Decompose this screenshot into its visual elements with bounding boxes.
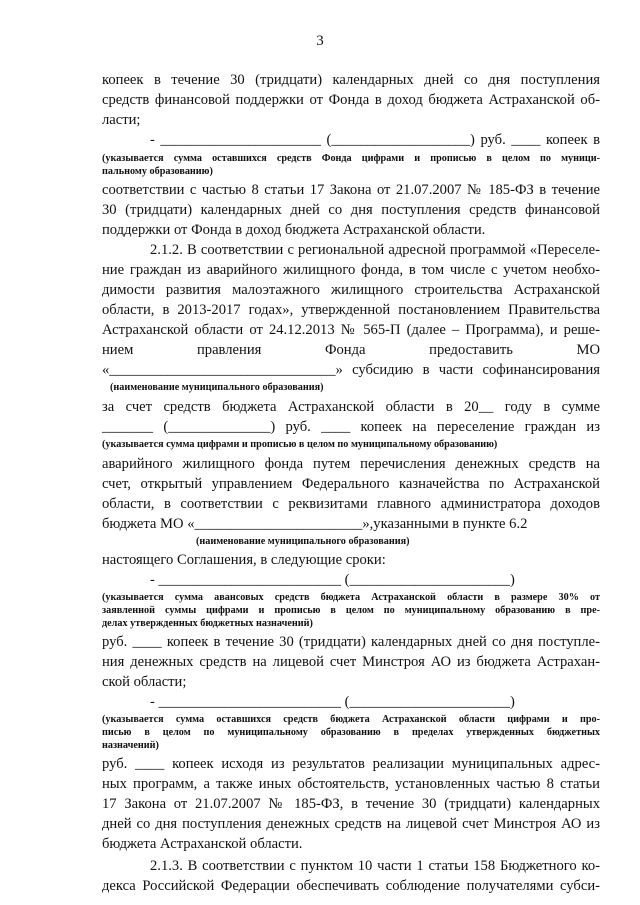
text-line: за счет средств бюджета Астраханской области в 20__ году в сумме — [102, 399, 600, 415]
note-line: назначений) — [102, 740, 159, 751]
page-number: 3 — [316, 33, 324, 49]
text-line: 2.1.2. В соответствии с региональной адресной программой «Переселе- — [150, 242, 600, 258]
text-line: 30 (тридцати) календарных дней со дня поступления средств финансовой — [102, 202, 600, 218]
text-line: поддержки от Фонда в доход бюджета Астраханской области. — [102, 222, 486, 238]
text-line: - _________________________ (______________________) — [150, 572, 515, 588]
note-line: (указывается сумма оставшихся средств бюджета Астраханской области цифрами и про- — [102, 714, 600, 725]
text-line: 17 Закона от 21.07.2007 № 185-ФЗ, в течение 30 (тридцати) календарных — [102, 796, 600, 812]
text-line: декса Российской Федерации обеспечивать соблюдение получателями субси- — [102, 878, 600, 894]
text-line: счет, открытый управлением Федерального казначейства по Астраханской — [102, 476, 600, 492]
text-line: ных программ, а также иных обстоятельств, установленных частью 8 статьи — [102, 776, 600, 792]
text-line: нием правления Фонда предоставить МО — [102, 342, 600, 358]
note-line: писью в целом по муниципальному образованию в пределах утвержденных бюджетных — [102, 727, 600, 738]
text-line: - ______________________ (___________________) руб. ____ копеек в — [150, 132, 600, 148]
text-line: средств финансовой поддержки от Фонда в доход бюджета Астраханской об- — [102, 92, 600, 108]
text-line: Астраханской области от 24.12.2013 № 565-П (далее – Программа), и реше- — [102, 322, 600, 338]
text-line: руб. ____ копеек исходя из результатов реализации муниципальных адрес- — [102, 756, 600, 772]
text-line: области, в 2013-2017 годах», утвержденной постановлением Правительства — [102, 302, 600, 318]
note-line: делах утвержденных бюджетных назначений) — [102, 618, 313, 629]
text-line: «_______________________________» субсидию в части софинансирования — [102, 362, 600, 378]
text-line: копеек в течение 30 (тридцати) календарных дней со дня поступления — [102, 72, 600, 88]
text-line: настоящего Соглашения, в следующие сроки: — [102, 552, 386, 568]
text-line: 2.1.3. В соответствии с пунктом 10 части 1 статьи 158 Бюджетного ко- — [150, 858, 600, 874]
text-line: дней со дня поступления денежных средств на лицевой счет Минстроя АО из — [102, 816, 600, 832]
text-line: ния денежных средств на лицевой счет Минстроя АО из бюджета Астрахан- — [102, 654, 600, 670]
note-line: заявленной суммы цифрами и прописью в целом по муниципальному образованию в пре- — [102, 605, 600, 616]
note-line: (указывается сумма цифрами и прописью в целом по муниципальному образованию) — [102, 439, 498, 450]
text-line: руб. ____ копеек в течение 30 (тридцати) календарных дней со дня поступле- — [102, 634, 600, 650]
text-line: соответствии с частью 8 статьи 17 Закона от 21.07.2007 № 185-ФЗ в течение — [102, 182, 600, 198]
text-line: ской области; — [102, 674, 187, 690]
text-line: ние граждан из аварийного жилищного фонда, в том числе с учетом необхо- — [102, 262, 600, 278]
note-line: (указывается сумма оставшихся средств Фонда цифрами и прописью в целом по муници- — [102, 153, 600, 164]
text-line: бюджета МО «_______________________»,указанными в пункте 6.2 — [102, 516, 528, 532]
text-line: аварийного жилищного фонда путем перечисления денежных средств на — [102, 456, 600, 472]
text-line: бюджета Астраханской области. — [102, 836, 303, 852]
text-line: - _________________________ (______________________) — [150, 694, 515, 710]
note-line: пальному образованию) — [102, 166, 213, 177]
text-line: _______ (______________) руб. ____ копеек на переселение граждан из — [102, 419, 600, 435]
text-line: димости развития малоэтажного жилищного строительства Астраханской — [102, 282, 600, 298]
note-line: (наименование муниципального образования) — [196, 536, 410, 547]
text-line: области, в соответствии с реквизитами главного администратора доходов — [102, 496, 600, 512]
note-line: (наименование муниципального образования) — [110, 382, 324, 393]
text-line: ласти; — [102, 112, 141, 128]
note-line: (указывается сумма авансовых средств бюджета Астраханской области в размере 30% от — [102, 592, 600, 603]
